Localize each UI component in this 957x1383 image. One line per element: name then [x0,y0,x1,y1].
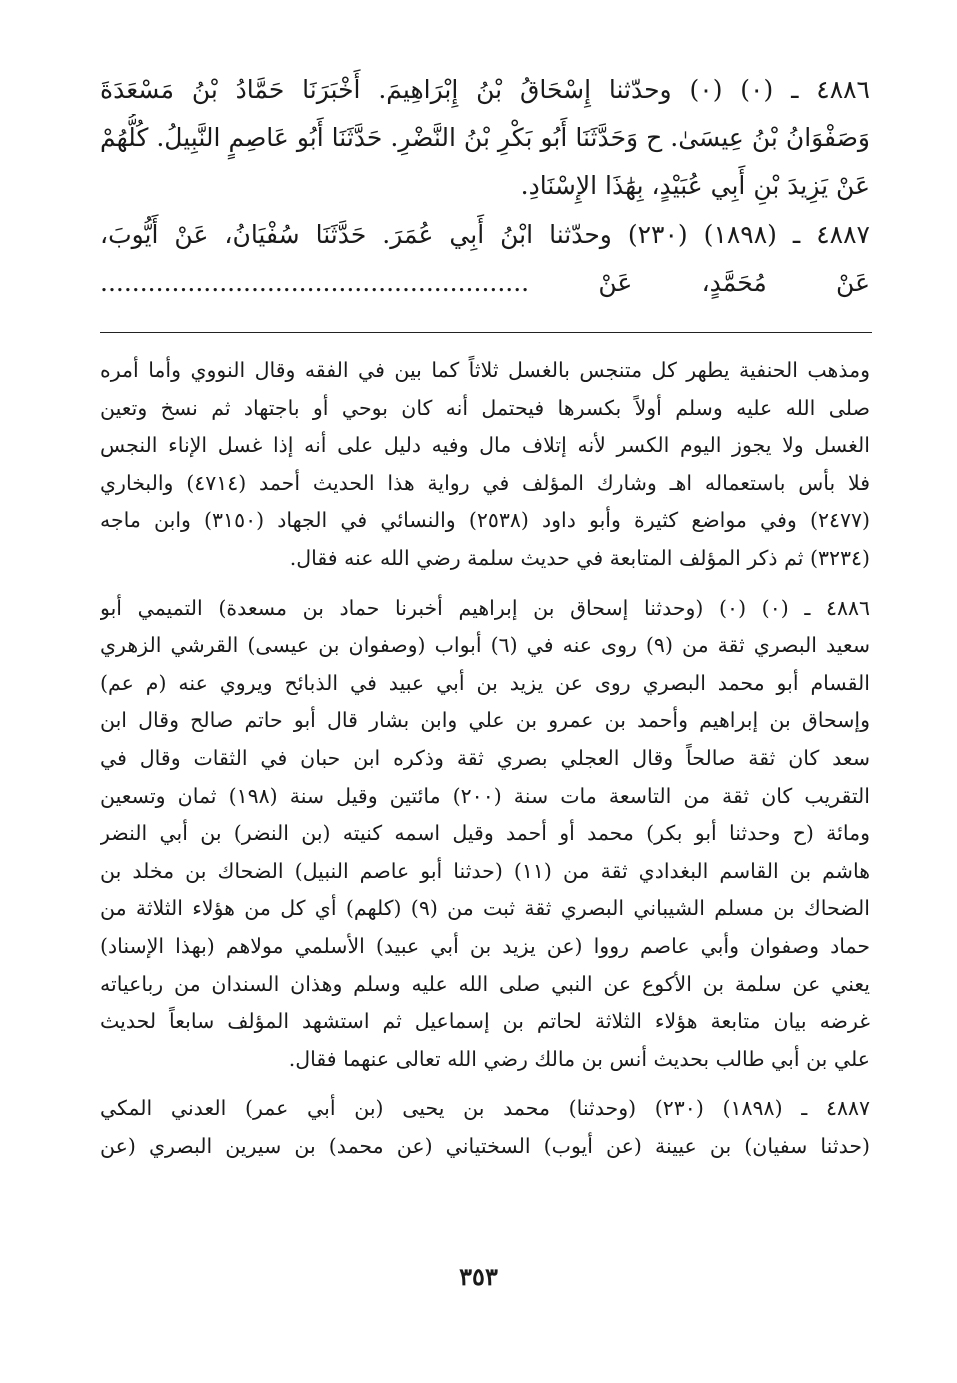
commentary-line: الضحاك بن مسلم الشيباني البصري ثقة ثبت من (٩) (كلهم) أي كل من هؤلاء الثلاثة من [100,896,870,921]
commentary-line: سعيد البصري ثقة من (٩) روى عنه في (٦) أبواب (وصفوان بن عيسى) القرشي الزهري [100,633,870,658]
main-text-line: عَنْ مُحَمَّدٍ، عَنْ ...................................................... [100,268,870,297]
commentary-line: ومائة (ح وحدثنا أبو بكر) محمد أو أحمد وقيل اسمه كنيته (بن النضر) بن أبي النضر [100,821,870,846]
commentary-line: فلا بأس باستعماله اهـ وشارك المؤلف في رواية هذا الحديث أحمد (٤٧١٤) والبخاري [100,470,870,495]
main-text-line: ٤٨٨٧ ـ (١٨٩٨) (٢٣٠) وحدّثنا ابْنُ أَبِي عُمَرَ. حَدَّثَنَا سُفْيَانُ، عَنْ أَيُّوبَ، [100,220,870,249]
commentary-line: غرضه بيان متابعة هؤلاء الثلاثة لحاتم بن إسماعيل ثم استشهد المؤلف سابعاً لحديث [100,1009,870,1034]
commentary-paragraph [100,1090,870,1165]
commentary-line: سعد كان ثقة صالحاً وقال العجلي بصري ثقة وذكره ابن حبان في الثقات وقال في [100,745,870,770]
section-divider [100,332,872,333]
commentary-line: وإسحاق بن إبراهيم وأحمد بن عمرو بن علي وابن بشار قال أبو حاتم صالح وقال ابن [100,708,870,733]
commentary-paragraph [100,352,870,578]
commentary-line: (٢٤٧٧) وفي مواضع كثيرة وأبو داود (٢٥٣٨) والنسائي في الجهاد (٣١٥٠) وابن ماجه [100,508,870,533]
main-text-line: وَصَفْوَانُ بْنُ عِيسَىٰ. ح وَحَدَّثَنَا أَبُو بَكْرِ بْنُ النَّضْرِ. حَدَّثَنَا أَبُو عَاصِمٍ النَّبِيلُ. كُلُّهُمْ [100,123,870,152]
commentary-line: يعني عن سلمة بن الأكوع عن النبي صلى الله عليه وسلم وهذان السندان من رباعياته [100,971,870,996]
commentary-line: (٣٢٣٤) ثم ذكر المؤلف المتابعة في حديث سلمة رضي الله عنه فقال. [289,545,870,570]
page-number: ٣٥٣ [459,1262,498,1291]
commentary-line: ٤٨٨٦ ـ (٠) (٠) (وحدثنا إسحاق بن إبراهيم أخبرنا حماد بن مسعدة) التميمي أبو [100,595,870,620]
commentary-paragraph [100,590,870,1079]
hadith-main-text [100,66,870,307]
commentary-line: ومذهب الحنفية يطهر كل متنجس بالغسل ثلاثاً كما بين في الفقه وقال النووي وأما أمره [100,358,870,382]
commentary-line: (حدثنا سفيان) بن عيينة (عن أيوب) السختياني (عن محمد) بن سيرين البصري (عن [100,1133,870,1158]
commentary-line: حماد وصفوان وأبي عاصم رووا (عن يزيد بن أبي عبيد) الأسلمي مولاهم (بهذا الإسناد) [100,933,870,958]
commentary-line: ٤٨٨٧ ـ (١٨٩٨) (٢٣٠) (وحدثنا) محمد بن يحيى (بن أبي عمر) العدني المكي [100,1096,870,1121]
commentary-line: هاشم بن القاسم البغدادي ثقة من (١١) (حدثنا أبو عاصم النبيل) الضحاك بن مخلد بن [100,858,870,883]
commentary-line: التقريب كان ثقة من التاسعة مات سنة (٢٠٠) مائتين وقيل سنة (١٩٨) ثمان وتسعين [100,783,870,808]
main-text-line: ٤٨٨٦ ـ (٠) (٠) وحدّثنا إِسْحَاقُ بْنُ إِبْرَاهِيمَ. أَخْبَرَنَا حَمَّادُ بْنُ مَسْعَدَةَ [100,75,870,104]
main-text-line: عَنْ يَزِيدَ بْنِ أَبِي عُبَيْدٍ، بِهَٰذَا الإِسْنَادِ. [520,171,870,200]
commentary-line: علي بن أبي طالب بحديث أنس بن مالك رضي الله تعالى عنهما فقال. [288,1046,870,1071]
commentary-line: القسام أبو محمد البصري روى عن يزيد بن أبي عبيد في الذبائح ويروي عنه (م عم) [100,670,870,695]
commentary-line: الغسل ولا يجوز اليوم الكسر لأنه إتلاف مال وفيه دليل على أنه إذا غسل الإناء النجس [100,433,870,458]
commentary-line: صلى الله عليه وسلم أولاً بكسرها فيحتمل أنه كان بوحي أو باجتهاد ثم نسخ وتعين [100,395,870,420]
commentary-text [100,352,870,1165]
